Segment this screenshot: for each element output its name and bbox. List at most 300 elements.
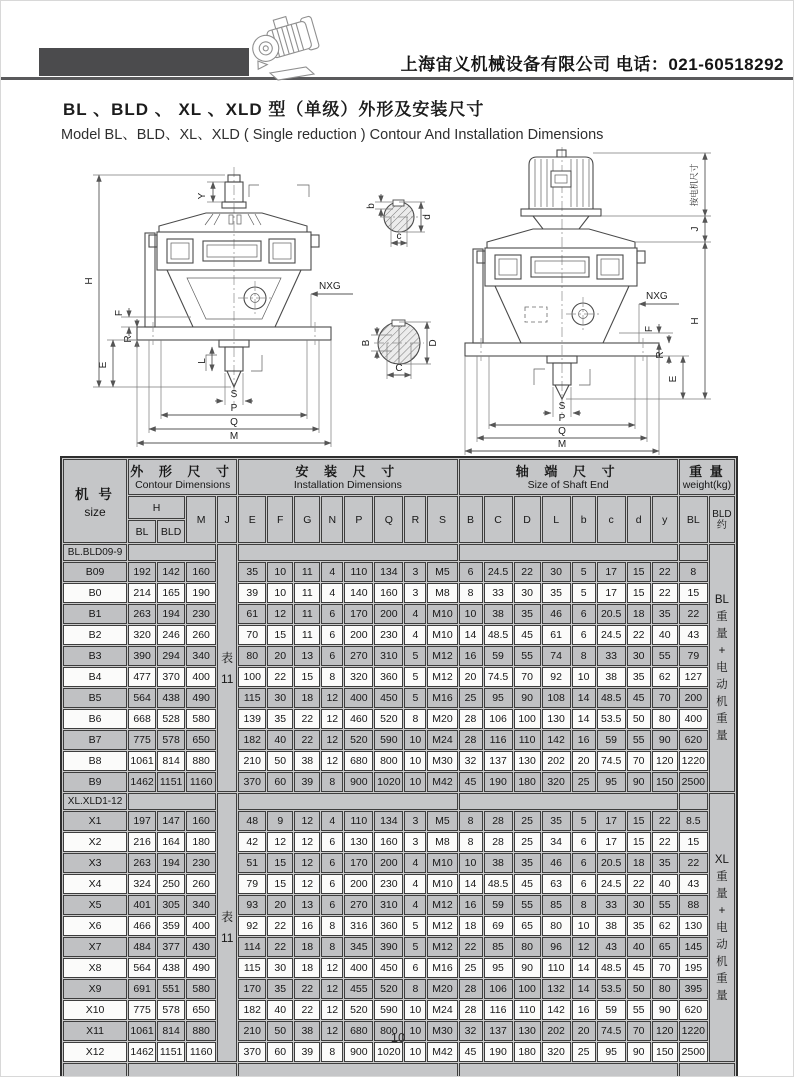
- dim-value: 1020: [374, 772, 403, 792]
- row-size: X10: [63, 1000, 127, 1020]
- dim-value: 120: [652, 1021, 678, 1041]
- dim-value: M12: [427, 646, 457, 666]
- dim-value: 359: [157, 916, 185, 936]
- row-size: X5: [63, 895, 127, 915]
- dim-value: 46: [542, 853, 571, 873]
- dim-value: 400: [679, 709, 708, 729]
- dim-value: 390: [128, 646, 156, 666]
- dim-value: 38: [484, 604, 513, 624]
- empty-row: [63, 1063, 735, 1077]
- dim-value: 15: [627, 562, 651, 582]
- dim-value: 880: [186, 1021, 216, 1041]
- dim-value: 130: [344, 832, 373, 852]
- dim-label-nxg-right: NXG: [646, 291, 668, 302]
- col-header-p: P: [344, 496, 373, 543]
- dim-value: 22: [267, 916, 293, 936]
- col-header-f: F: [267, 496, 293, 543]
- page-title-en: Model BL、BLD、XL、XLD ( Single reduction ) Contour And Installation Dimensions: [61, 127, 604, 143]
- dim-value: 45: [459, 772, 483, 792]
- dim-value: 95: [484, 958, 513, 978]
- dim-label-motor-note: 按电机尺寸: [689, 163, 699, 207]
- page-number: 10: [390, 1030, 406, 1045]
- section-label: BL.BLD09-9: [63, 544, 127, 561]
- dim-value: 650: [186, 730, 216, 750]
- dim-value: 39: [294, 1042, 320, 1062]
- dim-value: 11: [294, 604, 320, 624]
- row-size: B09: [63, 562, 127, 582]
- dim-value: 1151: [157, 1042, 185, 1062]
- dim-value: 90: [652, 1000, 678, 1020]
- weight-note-char: +: [718, 904, 726, 917]
- dim-value: 106: [484, 709, 513, 729]
- dim-value: 4: [404, 625, 426, 645]
- col-header-c-low: c: [597, 496, 626, 543]
- col-header-size: [63, 459, 127, 543]
- table-row: [63, 709, 735, 729]
- dim-value: 35: [542, 583, 571, 603]
- row-size: X9: [63, 979, 127, 999]
- dim-value: 10: [404, 772, 426, 792]
- weight-note-char: 电: [716, 921, 728, 934]
- dim-value: 10: [267, 583, 293, 603]
- dim-value: M12: [427, 916, 457, 936]
- empty-cell: [679, 1063, 735, 1077]
- dim-value: 190: [186, 583, 216, 603]
- weight-note-char: 量: [716, 887, 728, 900]
- dim-value: 294: [157, 646, 185, 666]
- dim-value: 96: [542, 937, 571, 957]
- dim-label-h-left: H: [84, 277, 95, 285]
- dim-value: 35: [514, 853, 541, 873]
- dim-value: 775: [128, 1000, 156, 1020]
- dim-value: 10: [404, 751, 426, 771]
- dim-value: 38: [597, 667, 626, 687]
- header-dark-bar: [39, 48, 249, 76]
- dim-value: 100: [514, 709, 541, 729]
- dim-value: 85: [484, 937, 513, 957]
- dim-value: 22: [294, 709, 320, 729]
- table-row: [63, 832, 735, 852]
- dim-value: 230: [186, 853, 216, 873]
- dim-value: 8: [459, 832, 483, 852]
- group-installation-zh: 安 装 尺 寸: [295, 463, 401, 479]
- dim-value: 140: [344, 583, 373, 603]
- dim-value: 35: [267, 979, 293, 999]
- dim-value: 130: [514, 1021, 541, 1041]
- dim-value: 22: [267, 667, 293, 687]
- dim-value: 134: [374, 811, 403, 831]
- table-ref-note-cell: [217, 544, 237, 792]
- dim-value: 8: [321, 916, 343, 936]
- company-name-and-phone: 上海宙义机械设备有限公司 电话：021-60518292: [400, 55, 784, 74]
- dim-value: 28: [459, 1000, 483, 1020]
- dim-value: 400: [344, 958, 373, 978]
- dim-value: 3: [404, 562, 426, 582]
- dim-value: 48.5: [597, 958, 626, 978]
- dim-value: 5: [404, 916, 426, 936]
- dim-value: 164: [157, 832, 185, 852]
- dim-value: 590: [374, 1000, 403, 1020]
- table-ref-note-char: 11: [220, 671, 234, 686]
- dim-value: 520: [374, 709, 403, 729]
- dim-label-f-right: F: [644, 325, 655, 333]
- dim-value: 50: [267, 1021, 293, 1041]
- dim-value: 110: [514, 730, 541, 750]
- page-title-zh: BL 、BLD 、 XL 、XLD 型（单级）外形及安装尺寸: [63, 100, 485, 119]
- dim-label-d-big: D: [428, 339, 439, 347]
- dim-value: 377: [157, 937, 185, 957]
- dim-value: 79: [679, 646, 708, 666]
- dim-value: 12: [267, 604, 293, 624]
- dim-value: 48.5: [484, 625, 513, 645]
- dim-value: 320: [344, 667, 373, 687]
- table-row: [63, 853, 735, 873]
- dim-value: 580: [186, 709, 216, 729]
- dim-value: 20: [572, 751, 596, 771]
- dim-value: 4: [321, 811, 343, 831]
- dim-value: 4: [404, 604, 426, 624]
- dim-label-y-left: Y: [197, 192, 208, 200]
- dim-value: 20: [572, 1021, 596, 1041]
- dim-value: 55: [514, 895, 541, 915]
- dim-value: 270: [344, 895, 373, 915]
- dim-value: 40: [652, 625, 678, 645]
- dim-value: 800: [374, 751, 403, 771]
- dim-value: 74.5: [597, 1021, 626, 1041]
- dim-value: 59: [597, 730, 626, 750]
- dim-value: 145: [679, 937, 708, 957]
- section-spacer: [679, 793, 708, 810]
- dim-value: 1020: [374, 1042, 403, 1062]
- dim-value: 42: [238, 832, 266, 852]
- dim-value: 40: [652, 874, 678, 894]
- dim-value: 61: [542, 625, 571, 645]
- dim-value: 620: [679, 1000, 708, 1020]
- dim-value: 22: [652, 811, 678, 831]
- dim-value: 95: [597, 1042, 626, 1062]
- section-spacer: [238, 544, 457, 561]
- dim-value: 12: [321, 709, 343, 729]
- table-row: [63, 874, 735, 894]
- dim-value: 202: [542, 751, 571, 771]
- dim-value: 320: [128, 625, 156, 645]
- dim-value: 55: [627, 1000, 651, 1020]
- group-header-installation: [238, 459, 457, 495]
- dim-value: 17: [597, 583, 626, 603]
- dim-value: 197: [128, 811, 156, 831]
- table-row: [63, 1042, 735, 1062]
- col-header-j: J: [217, 496, 237, 543]
- dim-value: 70: [238, 625, 266, 645]
- dim-value: 18: [627, 853, 651, 873]
- dim-value: 110: [514, 1000, 541, 1020]
- dim-value: 814: [157, 751, 185, 771]
- weight-note: [710, 594, 734, 742]
- dim-value: 3: [404, 832, 426, 852]
- dim-value: 116: [484, 730, 513, 750]
- dim-value: 3: [404, 583, 426, 603]
- dim-value: 120: [652, 751, 678, 771]
- dim-value: 263: [128, 853, 156, 873]
- dim-value: 170: [344, 853, 373, 873]
- dim-value: 160: [374, 832, 403, 852]
- dim-value: 12: [294, 811, 320, 831]
- dim-value: 401: [128, 895, 156, 915]
- dim-value: 100: [514, 979, 541, 999]
- table-row: [63, 562, 735, 582]
- col-header-n: N: [321, 496, 343, 543]
- dim-value: 182: [238, 1000, 266, 1020]
- dim-value: 22: [294, 1000, 320, 1020]
- dim-label-f-left: F: [114, 309, 125, 317]
- col-header-y: y: [652, 496, 678, 543]
- section-spacer: [459, 544, 678, 561]
- dim-value: 25: [459, 958, 483, 978]
- dim-value: 139: [238, 709, 266, 729]
- cross-section-output-shaft: [361, 320, 439, 379]
- dim-value: 551: [157, 979, 185, 999]
- dim-value: 65: [652, 937, 678, 957]
- dim-value: M24: [427, 730, 457, 750]
- dim-value: 28: [459, 730, 483, 750]
- col-header-weight-bld-1: BLD: [712, 508, 732, 520]
- dim-value: 395: [679, 979, 708, 999]
- col-header-q: Q: [374, 496, 403, 543]
- dim-value: 528: [157, 709, 185, 729]
- dim-value: 17: [597, 562, 626, 582]
- dim-value: 8: [459, 583, 483, 603]
- dim-value: 6: [404, 958, 426, 978]
- dim-value: 5: [404, 646, 426, 666]
- dim-value: 195: [679, 958, 708, 978]
- dim-value: 18: [294, 958, 320, 978]
- table-row: [63, 646, 735, 666]
- dim-value: M5: [427, 562, 457, 582]
- dim-label-e-left: E: [98, 361, 109, 369]
- dim-value: 70: [652, 688, 678, 708]
- dim-value: 8: [572, 895, 596, 915]
- dim-value: 35: [238, 562, 266, 582]
- row-size: X7: [63, 937, 127, 957]
- dim-label-b-big: B: [361, 339, 372, 347]
- dim-value: 55: [652, 895, 678, 915]
- dim-value: 39: [294, 772, 320, 792]
- dim-value: 20: [267, 895, 293, 915]
- dim-value: 370: [238, 1042, 266, 1062]
- dim-value: 360: [374, 916, 403, 936]
- dim-value: 15: [679, 583, 708, 603]
- dim-label-q-right: Q: [558, 426, 566, 437]
- dim-value: 147: [157, 811, 185, 831]
- dim-value: 30: [542, 562, 571, 582]
- dim-value: 40: [627, 937, 651, 957]
- group-shaft-zh: 轴 端 尺 寸: [515, 463, 621, 479]
- table-ref-note-char: 11: [220, 931, 234, 945]
- section-header-row: [63, 793, 735, 810]
- dim-value: 8: [404, 709, 426, 729]
- dim-value: 22: [514, 562, 541, 582]
- dim-value: 32: [459, 1021, 483, 1041]
- dim-value: 55: [627, 730, 651, 750]
- dim-value: 85: [542, 895, 571, 915]
- dim-value: 6: [572, 625, 596, 645]
- dim-value: 106: [484, 979, 513, 999]
- col-header-m: M: [186, 496, 216, 543]
- dim-value: 134: [374, 562, 403, 582]
- weight-note-char: 机: [716, 696, 728, 708]
- dim-value: 40: [267, 730, 293, 750]
- dim-value: 5: [572, 583, 596, 603]
- dim-value: 4: [404, 895, 426, 915]
- dim-value: 46: [542, 604, 571, 624]
- dim-value: 490: [186, 688, 216, 708]
- dim-value: 63: [542, 874, 571, 894]
- dim-value: 12: [321, 688, 343, 708]
- dim-value: 6: [321, 832, 343, 852]
- dim-value: 24.5: [484, 562, 513, 582]
- dim-value: 263: [128, 604, 156, 624]
- dim-value: 180: [514, 1042, 541, 1062]
- row-size: B5: [63, 688, 127, 708]
- dim-value: 340: [186, 646, 216, 666]
- dim-value: 1061: [128, 1021, 156, 1041]
- dim-value: 1462: [128, 1042, 156, 1062]
- dim-value: M8: [427, 832, 457, 852]
- dim-value: 775: [128, 730, 156, 750]
- dim-value: 1151: [157, 772, 185, 792]
- dim-value: 12: [294, 853, 320, 873]
- dim-value: 12: [294, 874, 320, 894]
- dim-value: 800: [374, 1021, 403, 1041]
- dim-value: 38: [294, 751, 320, 771]
- dim-label-c-big: C: [395, 363, 403, 374]
- dim-value: M10: [427, 625, 457, 645]
- dim-value: 22: [627, 625, 651, 645]
- dim-value: 6: [321, 646, 343, 666]
- dim-value: 5: [572, 811, 596, 831]
- dim-value: 370: [157, 667, 185, 687]
- dim-label-m-left: M: [229, 431, 239, 442]
- dim-value: M12: [427, 667, 457, 687]
- dim-label-nxg-left: NXG: [319, 281, 341, 292]
- dim-value: 15: [294, 667, 320, 687]
- section-header-row: [63, 544, 735, 561]
- dim-value: 200: [679, 688, 708, 708]
- header-divider-line: [1, 77, 794, 80]
- empty-cell: [459, 1063, 678, 1077]
- dim-value: 69: [484, 916, 513, 936]
- dim-value: 88: [679, 895, 708, 915]
- dim-label-e-right: E: [668, 375, 679, 383]
- section-label: XL.XLD1-12: [63, 793, 127, 810]
- dim-value: 28: [484, 832, 513, 852]
- dim-value: 28: [459, 979, 483, 999]
- dim-value: 14: [572, 979, 596, 999]
- dim-value: 8: [572, 646, 596, 666]
- dim-value: 6: [459, 562, 483, 582]
- dim-value: 80: [652, 979, 678, 999]
- dim-value: 10: [404, 1021, 426, 1041]
- dim-label-c-small: c: [396, 231, 402, 242]
- dim-value: 34: [542, 832, 571, 852]
- dim-value: 115: [238, 958, 266, 978]
- dim-value: 12: [321, 958, 343, 978]
- dim-value: 1462: [128, 772, 156, 792]
- weight-note-cell: [709, 793, 735, 1062]
- dim-value: 62: [652, 667, 678, 687]
- row-size: X3: [63, 853, 127, 873]
- dim-value: 110: [344, 562, 373, 582]
- dim-value: 2500: [679, 1042, 708, 1062]
- row-size: X8: [63, 958, 127, 978]
- dim-value: 35: [652, 853, 678, 873]
- dim-value: 22: [627, 874, 651, 894]
- dim-value: 70: [627, 751, 651, 771]
- dim-value: 115: [238, 688, 266, 708]
- dim-value: 45: [514, 625, 541, 645]
- table-row: [63, 751, 735, 771]
- dim-value: 691: [128, 979, 156, 999]
- dim-value: 16: [459, 646, 483, 666]
- dim-value: 8: [321, 667, 343, 687]
- dim-value: M8: [427, 583, 457, 603]
- dim-value: 16: [572, 730, 596, 750]
- col-header-weight-bld: [709, 496, 735, 543]
- col-header-l-cap: L: [542, 496, 571, 543]
- row-size: X4: [63, 874, 127, 894]
- dim-value: 578: [157, 1000, 185, 1020]
- weight-note-cell: [709, 544, 735, 792]
- dim-value: 59: [484, 895, 513, 915]
- col-header-size-zh: 机 号: [75, 487, 115, 502]
- table-ref-note: [218, 911, 236, 944]
- dim-value: 10: [572, 916, 596, 936]
- dim-value: 74.5: [484, 667, 513, 687]
- dim-value: 30: [267, 958, 293, 978]
- dim-label-l-left: L: [197, 358, 208, 364]
- dim-value: 370: [238, 772, 266, 792]
- table-ref-note-char: 表: [221, 650, 234, 665]
- dim-value: 16: [572, 1000, 596, 1020]
- dim-value: 53.5: [597, 709, 626, 729]
- dim-value: 6: [321, 874, 343, 894]
- dim-value: 192: [128, 562, 156, 582]
- dim-value: 142: [542, 1000, 571, 1020]
- dim-value: 130: [514, 751, 541, 771]
- table-row: [63, 688, 735, 708]
- dim-value: 260: [186, 625, 216, 645]
- dim-value: 110: [344, 811, 373, 831]
- dim-value: 24.5: [597, 625, 626, 645]
- dim-value: 50: [627, 979, 651, 999]
- dim-value: 6: [321, 895, 343, 915]
- drawing-right-view: [465, 147, 711, 455]
- dim-value: 1160: [186, 1042, 216, 1062]
- dim-value: M30: [427, 1021, 457, 1041]
- dim-value: 5: [572, 562, 596, 582]
- table-row: [63, 1000, 735, 1020]
- dim-value: 25: [572, 772, 596, 792]
- dim-value: 12: [321, 1000, 343, 1020]
- row-size: X6: [63, 916, 127, 936]
- cross-section-input-shaft: [366, 194, 433, 247]
- empty-cell: [238, 1063, 457, 1077]
- dim-value: 33: [597, 646, 626, 666]
- drawing-left-view: [84, 167, 353, 447]
- dim-value: 246: [157, 625, 185, 645]
- dim-value: 40: [267, 1000, 293, 1020]
- dim-value: 310: [374, 646, 403, 666]
